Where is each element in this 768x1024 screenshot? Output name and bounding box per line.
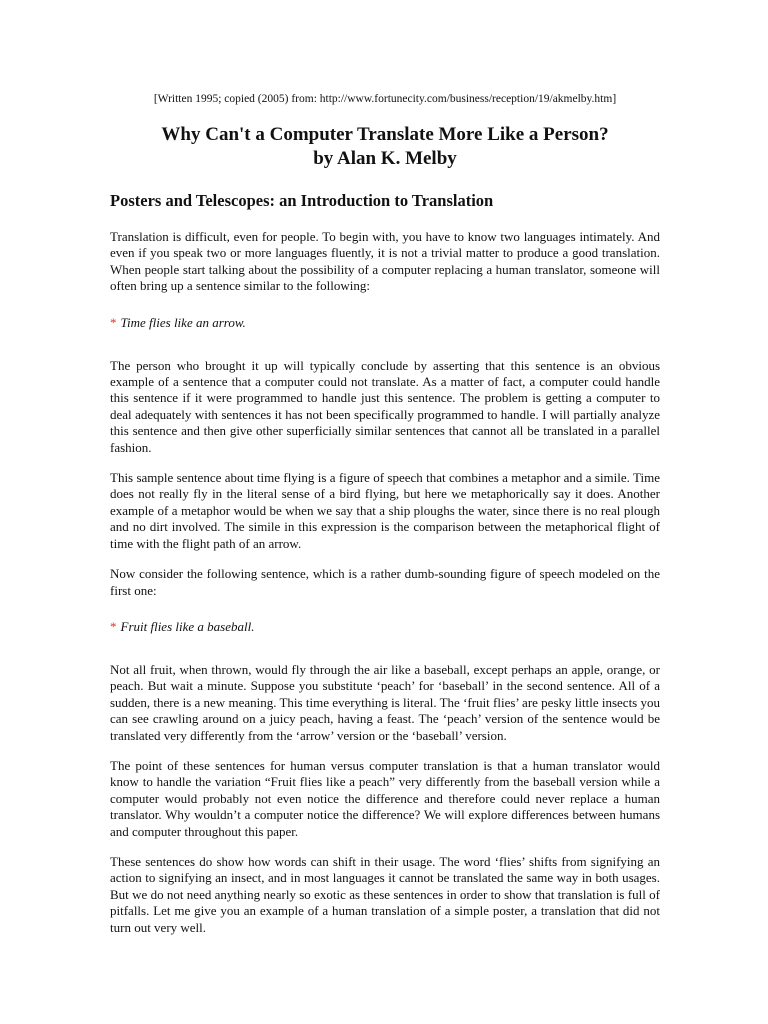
- document-title: [110, 123, 660, 171]
- paragraph: Translation is difficult, even for people. To begin with, you have to know two languages intimately. And even if you speak two or more languages fluently, it is not a trivial matter to produce a good translation. When people start talking about the possibility of a computer replacing a human translator, someone will often bring up a sentence similar to the following:: [110, 229, 660, 294]
- example-sentence: [110, 619, 660, 635]
- paragraph: This sample sentence about time flying is a figure of speech that combines a metaphor and a simile. Time does not really fly in the literal sense of a bird flying, but here we metaphorically say it does. Another example of a metaphor would be when we say that a ship ploughs the water, since there is no real plough and no dirt involved. The simile in this expression is the comparison between the metaphorical flight of time with the flight path of an arrow.: [110, 470, 660, 551]
- paragraph: The point of these sentences for human versus computer translation is that a human translator would know to handle the variation “Fruit flies like a peach” very differently from the baseball version while a computer would probably not even notice the difference and therefore could never replace a human translator. Why wouldn’t a computer notice the difference? We will explore differences between humans and computer throughout this paper.: [110, 757, 660, 839]
- example-sentence: [110, 315, 660, 331]
- paragraph: Not all fruit, when thrown, would fly through the air like a baseball, except perhaps an apple, orange, or peach. But wait a minute. Suppose you substitute ‘peach’ for ‘baseball’ in the second sentence. All of a sudden, there is a new meaning. This time everything is literal. The ‘fruit flies’ are pesky little insects you can see crawling around on a juicy peach, having a feast. The ‘peach’ version of the sentence would be translated very differently from the ‘arrow’ version or the ‘baseball’ version.: [110, 661, 660, 743]
- example-text: Time flies like an arrow.: [120, 314, 246, 330]
- section-heading: Posters and Telescopes: an Introduction to Translation: [110, 191, 494, 210]
- example-text: Fruit flies like a baseball.: [120, 618, 255, 634]
- paragraph: These sentences do show how words can shift in their usage. The word ‘flies’ shifts from signifying an action to signifying an insect, and in most languages it cannot be translated the same way in both usages. But we do not need anything nearly so exotic as these sentences in order to show that translation is full of pitfalls. Let me give you an example of a human translation of a simple poster, a translation that did not turn out very well.: [110, 853, 660, 935]
- bullet-asterisk: *: [110, 618, 117, 634]
- bullet-asterisk: *: [110, 314, 117, 330]
- paragraph: The person who brought it up will typically conclude by asserting that this sentence is an obvious example of a sentence that a computer could not translate. As a matter of fact, a computer could handle this sentence if it were programmed to handle just this sentence. The problem is getting a computer to deal adequately with sentences it has not been specifically programmed to handle. I will partially analyze this sentence and then give other superficially similar sentences that cannot all be translated in a parallel fashion.: [110, 357, 660, 455]
- paragraph: Now consider the following sentence, which is a rather dumb-sounding figure of speech modeled on the first one:: [110, 566, 660, 598]
- source-note: [Written 1995; copied (2005) from: http://www.fortunecity.com/business/reception/19/akmelby.htm]: [153, 93, 617, 105]
- author-line: by Alan K. Melby: [313, 148, 457, 169]
- title-line: Why Can't a Computer Translate More Like a Person?: [161, 124, 609, 145]
